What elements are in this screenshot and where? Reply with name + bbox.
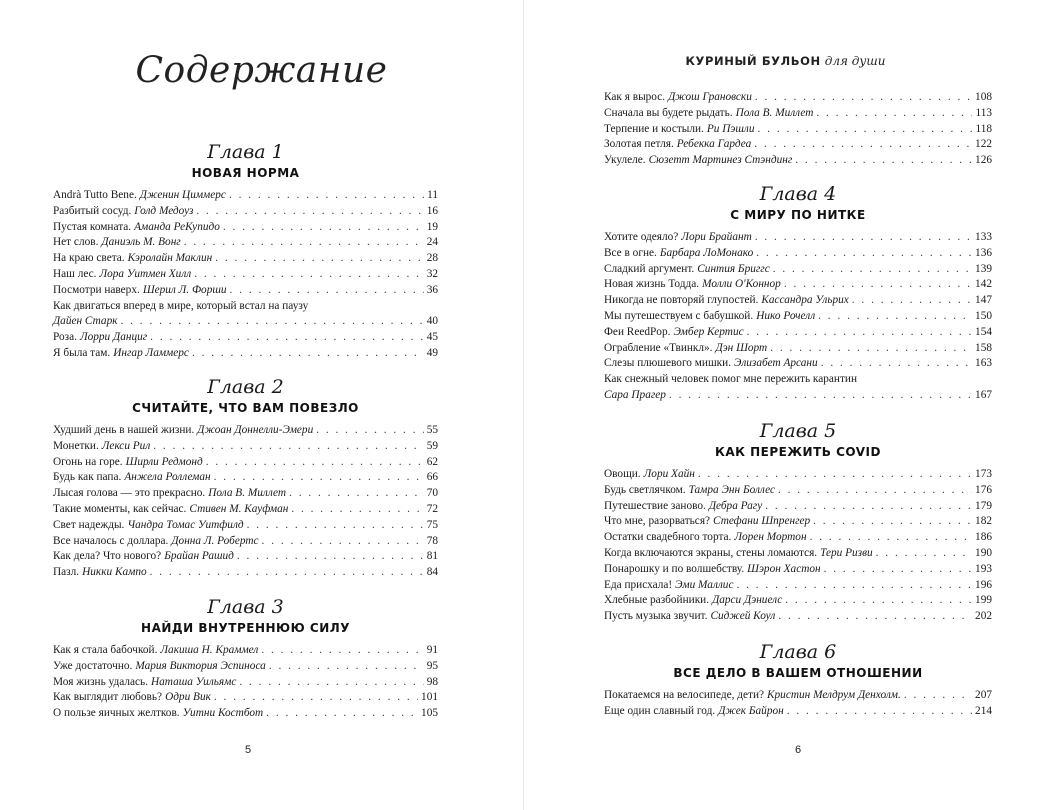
dot-leader xyxy=(758,122,973,138)
entry-title: Монетки. xyxy=(53,439,99,452)
toc-list xyxy=(53,423,438,581)
entry-title: Покатаемся на велосипеде, дети? xyxy=(604,689,765,701)
entry-page-number: 139 xyxy=(975,262,992,275)
dot-leader xyxy=(247,518,424,534)
entry-author: Эми Маллис xyxy=(675,578,734,591)
entry-title: Как я стала бабочкой. xyxy=(53,644,158,656)
toc-entry xyxy=(53,690,438,706)
entry-author: Ширли Редмонд xyxy=(125,455,203,468)
toc-entry xyxy=(604,704,992,720)
entry-title: О пользе яичных желтков. xyxy=(53,707,180,720)
dot-leader xyxy=(266,706,418,722)
entry-title: Еще один славный год. xyxy=(604,704,716,717)
entry-author: Ребекка Гардеа xyxy=(676,138,752,151)
chapter-5 xyxy=(604,419,992,625)
entry-page-number: 133 xyxy=(975,231,992,243)
chapter-label: Глава 1 xyxy=(207,141,284,163)
entry-author: Сиджей Коул xyxy=(710,610,776,623)
dot-leader xyxy=(150,565,424,581)
entry-page-number: 190 xyxy=(975,546,992,559)
entry-author: Стефани Шпренгер xyxy=(713,515,811,528)
dot-leader xyxy=(289,486,424,502)
toc-entry xyxy=(53,549,438,565)
dot-leader xyxy=(237,549,424,565)
entry-author: Пола В. Миллет xyxy=(208,487,287,500)
toc-entry xyxy=(604,514,992,530)
chapter-label: Глава 3 xyxy=(207,596,284,618)
entry-page-number: 136 xyxy=(975,246,992,259)
toc-entry xyxy=(53,235,438,251)
entry-page-number: 147 xyxy=(975,294,992,307)
entry-author: Лакиша Н. Краммел xyxy=(160,644,259,656)
entry-title: Нет слов. xyxy=(53,236,99,249)
entry-title: Новая жизнь Тодда. xyxy=(604,278,700,291)
toc-entry xyxy=(53,283,438,299)
entry-page-number: 207 xyxy=(975,689,992,701)
toc-entry xyxy=(604,609,992,625)
toc-entry xyxy=(53,204,438,220)
entry-title: Как двигаться вперед в мире, который встал на паузу xyxy=(53,299,309,312)
toc-entry xyxy=(604,90,992,106)
toc-entry xyxy=(604,230,992,246)
dot-leader xyxy=(765,499,972,515)
entry-author: Лори Хайн xyxy=(643,468,695,480)
entry-author: Кристин Мелдрум Денхолм. xyxy=(767,689,901,701)
page-number: 6 xyxy=(794,744,802,756)
dot-leader xyxy=(852,293,972,309)
entry-title: Мы путешествуем с бабушкой. xyxy=(604,309,754,322)
toc-entry xyxy=(53,267,438,283)
toc-entry xyxy=(53,706,438,722)
toc-entry xyxy=(604,467,992,483)
entry-page-number: 49 xyxy=(426,346,438,359)
entry-page-number: 173 xyxy=(975,468,992,480)
toc-entry xyxy=(53,643,438,659)
entry-author: Эмбер Кертис xyxy=(673,325,744,338)
dot-leader xyxy=(813,514,972,530)
chapter-3-continued xyxy=(604,90,992,169)
toc-entry xyxy=(604,137,992,153)
entry-title: Еда присхала! xyxy=(604,578,673,591)
entry-author: Ри Пэшли xyxy=(706,122,755,135)
toc-entry xyxy=(604,356,992,372)
dot-leader xyxy=(196,204,423,220)
entry-author: Дэн Шорт xyxy=(715,341,768,354)
toc-list xyxy=(604,688,992,720)
entry-title: Когда включаются экраны, стены ломаются. xyxy=(604,546,818,559)
dot-leader xyxy=(824,562,972,578)
dot-leader xyxy=(261,643,423,659)
entry-author: Джек Байрон xyxy=(718,704,784,717)
dot-leader xyxy=(876,546,972,562)
dot-leader xyxy=(821,356,972,372)
toc-entry xyxy=(53,346,438,362)
entry-title: Будь как папа. xyxy=(53,471,122,484)
dot-leader xyxy=(756,246,972,262)
entry-title: Наш лес. xyxy=(53,267,97,280)
entry-page-number: 186 xyxy=(975,531,992,544)
entry-page-number: 196 xyxy=(975,578,992,591)
entry-title: Пустая комната. xyxy=(53,220,132,233)
entry-title: Уже достаточно. xyxy=(53,659,133,672)
dot-leader xyxy=(291,502,423,518)
toc-entry xyxy=(604,593,992,609)
entry-page-number: 158 xyxy=(975,341,992,354)
entry-author: Даниэль М. Вонг xyxy=(101,236,181,249)
chapter-label: Глава 5 xyxy=(759,420,837,442)
chapter-1 xyxy=(53,140,438,362)
entry-title: Все началось с доллара. xyxy=(53,534,169,547)
toc-entry xyxy=(53,330,438,346)
entry-page-number: 81 xyxy=(426,550,438,563)
dot-leader xyxy=(773,262,972,278)
toc-entry xyxy=(604,309,992,325)
chapter-label: Глава 6 xyxy=(759,641,837,663)
entry-title: Как дела? Что нового? xyxy=(53,550,162,563)
entry-author: Мария Виктория Эспиноса xyxy=(135,659,266,672)
entry-page-number: 40 xyxy=(426,315,438,328)
entry-title: Как я вырос. xyxy=(604,91,666,103)
dot-leader xyxy=(816,106,972,122)
dot-leader xyxy=(230,283,424,299)
dot-leader xyxy=(754,137,972,153)
toc-entry xyxy=(53,565,438,581)
entry-page-number: 150 xyxy=(975,309,992,322)
entry-page-number: 199 xyxy=(975,594,992,607)
entry-title: Понарошку и по волшебству. xyxy=(604,562,745,575)
chapter-2 xyxy=(53,375,438,581)
entry-author: Дебра Рагу xyxy=(708,499,763,512)
toc-entry xyxy=(604,499,992,515)
dot-leader xyxy=(818,309,972,325)
entry-author: Анжела Роллеман xyxy=(124,471,211,484)
toc-entry-line xyxy=(604,372,992,388)
entry-author: Одри Вик xyxy=(165,691,211,704)
toc-list xyxy=(53,643,438,722)
toc-entry xyxy=(604,246,992,262)
chapter-6 xyxy=(604,640,992,720)
chapter-title: КАК ПЕРЕЖИТЬ COVID xyxy=(715,445,881,459)
entry-page-number: 75 xyxy=(426,518,438,531)
entry-title: Все в огне. xyxy=(604,246,657,259)
entry-author: Нико Рочелл xyxy=(756,309,816,322)
entry-author: Лори Брайант xyxy=(681,231,752,243)
entry-title: Слезы плюшевого мишки. xyxy=(604,357,732,370)
toc-entry-line xyxy=(53,299,438,315)
entry-title: Лысая голова — это прекрасно. xyxy=(53,487,206,500)
entry-page-number: 163 xyxy=(975,357,992,370)
entry-title: Будь светлячком. xyxy=(604,483,686,496)
entry-page-number: 214 xyxy=(975,704,992,717)
entry-page-number: 78 xyxy=(426,534,438,547)
entry-title: Как выглядит любовь? xyxy=(53,691,163,704)
toc-entry xyxy=(53,502,438,518)
entry-page-number: 16 xyxy=(426,204,438,217)
entry-title: Овощи. xyxy=(604,468,641,480)
chapter-4 xyxy=(604,182,992,404)
entry-title: Укулеле. xyxy=(604,154,646,167)
dot-leader xyxy=(755,230,972,246)
toc-list xyxy=(604,90,992,169)
dot-leader xyxy=(904,688,972,704)
entry-page-number: 11 xyxy=(427,189,438,201)
dot-leader xyxy=(206,455,424,471)
dot-leader xyxy=(669,388,972,404)
entry-title: Феи ReedPop. xyxy=(604,325,671,338)
toc-entry xyxy=(53,659,438,675)
entry-author: Донна Л. Робертс xyxy=(171,534,259,547)
dot-leader xyxy=(747,325,972,341)
entry-title: Никогда не повторяй глупостей. xyxy=(604,294,759,307)
toc-entry xyxy=(53,675,438,691)
entry-page-number: 179 xyxy=(975,499,992,512)
entry-author: Чандра Томас Уитфилд xyxy=(127,518,244,531)
entry-page-number: 193 xyxy=(975,562,992,575)
entry-page-number: 122 xyxy=(975,138,992,151)
entry-page-number: 154 xyxy=(975,325,992,338)
entry-title: Сладкий аргумент. xyxy=(604,262,695,275)
toc-entry xyxy=(53,518,438,534)
entry-title: Свет надежды. xyxy=(53,518,125,531)
toc-entry xyxy=(53,470,438,486)
chapter-title: НОВАЯ НОРМА xyxy=(191,166,300,180)
right-page xyxy=(524,0,1047,810)
toc-entry xyxy=(604,341,992,357)
entry-title: Хотите одеяло? xyxy=(604,231,679,243)
entry-title: Моя жизнь удалась. xyxy=(53,675,148,688)
dot-leader xyxy=(269,659,424,675)
toc-entry xyxy=(604,277,992,293)
toc-entry xyxy=(604,562,992,578)
entry-author: Кэролайн Маклин xyxy=(127,252,213,265)
toc-entry xyxy=(604,153,992,169)
entry-author: Лекси Рил xyxy=(101,439,151,452)
entry-title: Andrà Tutto Bene. xyxy=(53,189,137,201)
dot-leader xyxy=(698,467,972,483)
running-head-script: для души xyxy=(824,54,886,68)
toc-entry xyxy=(53,299,438,331)
toc-entry xyxy=(604,262,992,278)
entry-title: Хлебные разбойники. xyxy=(604,594,710,607)
entry-page-number: 32 xyxy=(426,267,438,280)
entry-title: Как снежный человек помог мне пережить карантин xyxy=(604,373,857,386)
dot-leader xyxy=(755,90,972,106)
page-number: 5 xyxy=(244,744,252,756)
entry-page-number: 24 xyxy=(426,236,438,249)
entry-page-number: 84 xyxy=(426,566,438,579)
entry-author: Джоан Доннелли-Эмери xyxy=(197,424,314,436)
entry-page-number: 202 xyxy=(975,610,992,623)
entry-author: Кассандра Ульрих xyxy=(761,294,849,307)
chapter-3 xyxy=(53,595,438,722)
running-head xyxy=(524,54,1047,68)
chapter-title: ВСЕ ДЕЛО В ВАШЕМ ОТНОШЕНИИ xyxy=(673,666,923,680)
entry-title: Что мне, разорваться? xyxy=(604,515,711,528)
entry-title: Пусть музыка звучит. xyxy=(604,610,708,623)
toc-entry-line xyxy=(604,388,992,404)
entry-page-number: 91 xyxy=(426,644,438,656)
entry-author: Никки Кампо xyxy=(82,566,147,579)
entry-author: Ингар Ламмерс xyxy=(113,346,189,359)
dot-leader xyxy=(316,423,423,439)
toc-entry xyxy=(53,220,438,236)
dot-leader xyxy=(184,235,424,251)
entry-page-number: 142 xyxy=(975,278,992,291)
dot-leader xyxy=(150,330,424,346)
toc-entry xyxy=(604,325,992,341)
entry-title: Пазл. xyxy=(53,566,80,579)
entry-title: Роза. xyxy=(53,331,77,344)
chapter-label: Глава 2 xyxy=(207,376,284,398)
entry-page-number: 108 xyxy=(975,91,992,103)
entry-author: Барбара ЛоМонако xyxy=(659,246,754,259)
toc-entry xyxy=(53,188,438,204)
running-head-title: КУРИНЫЙ БУЛЬОН xyxy=(685,54,821,68)
entry-page-number: 70 xyxy=(426,487,438,500)
entry-author: Сара Прагер xyxy=(604,388,666,401)
toc-entry-line xyxy=(53,314,438,330)
entry-page-number: 167 xyxy=(975,388,992,401)
left-page xyxy=(0,0,523,810)
entry-author: Молли О'Коннор xyxy=(702,278,781,291)
chapter-title: СЧИТАЙТЕ, ЧТО ВАМ ПОВЕЗЛО xyxy=(132,401,359,415)
toc-entry xyxy=(604,546,992,562)
entry-author: Лорри Данциг xyxy=(79,331,148,344)
dot-leader xyxy=(778,483,972,499)
entry-page-number: 28 xyxy=(426,252,438,265)
dot-leader xyxy=(239,675,423,691)
toc-entry xyxy=(604,293,992,309)
dot-leader xyxy=(784,277,972,293)
entry-author: Пола В. Миллет xyxy=(735,106,814,119)
entry-author: Дайен Старк xyxy=(53,315,118,328)
entry-title: Путешествие заново. xyxy=(604,499,706,512)
entry-title: Золотая петля. xyxy=(604,138,674,151)
entry-title: Остатки свадебного торта. xyxy=(604,531,732,544)
entry-title: На краю света. xyxy=(53,252,125,265)
entry-author: Уитни Костбот xyxy=(182,707,264,720)
entry-author: Стивен М. Кауфман xyxy=(189,502,289,515)
entry-author: Тери Ризви xyxy=(820,546,873,559)
entry-page-number: 59 xyxy=(426,439,438,452)
entry-page-number: 45 xyxy=(426,331,438,344)
toc-entry xyxy=(604,372,992,404)
toc-entry xyxy=(53,455,438,471)
dot-leader xyxy=(795,153,972,169)
entry-page-number: 105 xyxy=(421,707,438,720)
toc-entry xyxy=(604,688,992,704)
toc-entry xyxy=(53,423,438,439)
entry-page-number: 101 xyxy=(421,691,438,704)
dot-leader xyxy=(214,470,424,486)
entry-author: Шерил Л. Форши xyxy=(142,283,227,296)
toc-entry xyxy=(604,122,992,138)
entry-author: Лорен Мортон xyxy=(734,531,807,544)
entry-page-number: 66 xyxy=(426,471,438,484)
toc-entry xyxy=(604,106,992,122)
dot-leader xyxy=(121,314,424,330)
entry-author: Наташа Уильямс xyxy=(151,675,237,688)
entry-page-number: 19 xyxy=(426,220,438,233)
entry-author: Сюзетт Мартинез Стэндинг xyxy=(648,154,793,167)
toc-entry xyxy=(604,530,992,546)
entry-page-number: 176 xyxy=(975,483,992,496)
entry-author: Лора Уитмен Хилл xyxy=(99,267,192,280)
entry-author: Дарси Дэниелс xyxy=(712,594,783,607)
entry-title: Такие моменты, как сейчас. xyxy=(53,502,187,515)
entry-page-number: 95 xyxy=(426,659,438,672)
chapter-label: Глава 4 xyxy=(759,183,837,205)
dot-leader xyxy=(153,439,423,455)
dot-leader xyxy=(223,220,424,236)
entry-page-number: 36 xyxy=(426,283,438,296)
chapter-title: С МИРУ ПО НИТКЕ xyxy=(730,208,866,222)
dot-leader xyxy=(194,267,424,283)
entry-page-number: 72 xyxy=(426,502,438,515)
dot-leader xyxy=(214,690,418,706)
entry-author: Дженин Циммерс xyxy=(139,189,226,201)
toc-entry xyxy=(604,483,992,499)
entry-title: Разбитый сосуд. xyxy=(53,204,132,217)
dot-leader xyxy=(810,530,972,546)
entry-title: Огонь на горе. xyxy=(53,455,123,468)
dot-leader xyxy=(736,578,972,594)
toc-list xyxy=(604,230,992,404)
dot-leader xyxy=(215,251,423,267)
dot-leader xyxy=(785,593,972,609)
dot-leader xyxy=(229,188,424,204)
entry-author: Шэрон Хастон xyxy=(747,562,821,575)
toc-list xyxy=(53,188,438,362)
dot-leader xyxy=(778,609,972,625)
entry-title: Сначала вы будете рыдать. xyxy=(604,106,733,119)
entry-author: Тамра Энн Боллес xyxy=(688,483,775,496)
entry-author: Синтия Бриггс xyxy=(697,262,770,275)
toc-entry xyxy=(53,251,438,267)
dot-leader xyxy=(787,704,972,720)
entry-page-number: 62 xyxy=(426,455,438,468)
entry-title: Я была там. xyxy=(53,346,111,359)
dot-leader xyxy=(770,341,972,357)
entry-page-number: 55 xyxy=(426,424,438,436)
dot-leader xyxy=(262,534,424,550)
entry-author: Голд Медоуз xyxy=(134,204,194,217)
entry-author: Элизабет Арсани xyxy=(734,357,818,370)
entry-title: Посмотри наверх. xyxy=(53,283,140,296)
entry-page-number: 98 xyxy=(426,675,438,688)
entry-title: Худший день в нашей жизни. xyxy=(53,424,195,436)
chapter-title: НАЙДИ ВНУТРЕННЮЮ СИЛУ xyxy=(141,621,350,635)
toc-entry xyxy=(53,486,438,502)
toc-entry xyxy=(604,578,992,594)
entry-page-number: 126 xyxy=(975,154,992,167)
entry-title: Терпение и костыли. xyxy=(604,122,704,135)
dot-leader xyxy=(192,346,424,362)
toc-list xyxy=(604,467,992,625)
entry-author: Джош Грановски xyxy=(668,91,752,103)
entry-page-number: 118 xyxy=(975,122,992,135)
toc-entry xyxy=(53,439,438,455)
contents-heading: Содержание xyxy=(135,50,388,91)
entry-author: Брайан Рашид xyxy=(164,550,234,563)
entry-page-number: 182 xyxy=(975,515,992,528)
entry-page-number: 113 xyxy=(975,106,992,119)
toc-entry xyxy=(53,534,438,550)
entry-author: Аманда РеКупидо xyxy=(134,220,220,233)
entry-title: Ограбление «Твинкл». xyxy=(604,341,713,354)
